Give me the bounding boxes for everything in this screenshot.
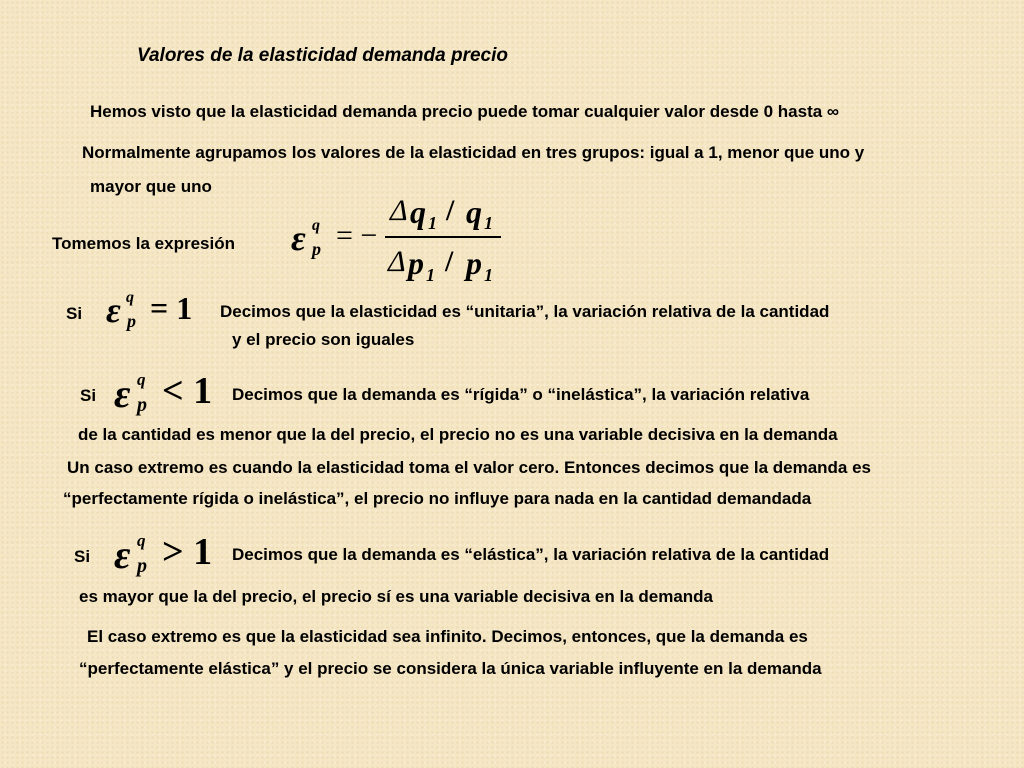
elastica-si: Si <box>74 547 91 566</box>
rigida-relation: < 1 <box>162 370 213 412</box>
numerator-q2-sub: 1 <box>484 213 493 233</box>
numerator-q: q <box>410 194 426 230</box>
denominator-p2: p <box>466 245 482 281</box>
fraction-bar <box>385 236 501 238</box>
formula-equals-minus: = − <box>336 219 378 252</box>
slide-title: Valores de la elasticidad demanda precio <box>137 45 509 66</box>
rigida-text-2: de la cantidad es menor que la del precio, el precio no es una variable decisiva en la demanda <box>78 425 838 444</box>
rigida-text-3: Un caso extremo es cuando la elasticidad toma el valor cero. Entonces decimos que la demanda es <box>67 458 872 477</box>
denominator-p-sub: 1 <box>426 265 435 285</box>
unitaria-sub-p: p <box>127 311 136 331</box>
unitaria-relation: = 1 <box>150 290 193 326</box>
rigida-epsilon: ε <box>114 371 131 416</box>
intro-line-2: Normalmente agrupamos los valores de la elasticidad en tres grupos: igual a 1, menor que uno y <box>82 143 865 162</box>
formula-sub-p: p <box>312 239 321 259</box>
formula-sup-q: q <box>312 217 320 234</box>
expression-label: Tomemos la expresión <box>52 234 235 253</box>
intro-line-1: Hemos visto que la elasticidad demanda precio puede tomar cualquier valor desde 0 hasta ∞ <box>90 102 840 121</box>
elastica-text-2: es mayor que la del precio, el precio sí es una variable decisiva en la demanda <box>79 587 714 606</box>
elastica-sup-q: q <box>137 531 146 550</box>
denominator-delta: Δ <box>388 245 406 278</box>
denominator-p: p <box>408 245 424 281</box>
rigida-si: Si <box>80 386 97 405</box>
rigida-text-4: “perfectamente rígida o inelástica”, el precio no influye para nada en la cantidad demandada <box>63 489 812 508</box>
denominator-p2-sub: 1 <box>484 265 493 285</box>
unitaria-text-1: Decimos que la elasticidad es “unitaria”, la variación relativa de la cantidad <box>220 302 830 321</box>
unitaria-si: Si <box>66 304 83 323</box>
formula-epsilon: ε <box>291 218 306 258</box>
numerator-delta: Δ <box>390 194 408 227</box>
intro-line-3: mayor que uno <box>90 177 212 196</box>
rigida-text-1: Decimos que la demanda es “rígida” o “inelástica”, la variación relativa <box>232 385 810 404</box>
unitaria-text-2: y el precio son iguales <box>232 330 415 349</box>
unitaria-sup-q: q <box>126 289 134 306</box>
rigida-sup-q: q <box>137 370 146 389</box>
elastica-text-3: El caso extremo es que la elasticidad sea infinito. Decimos, entonces, que la demanda es <box>87 627 808 646</box>
denominator-slash: / <box>445 245 454 278</box>
numerator-slash: / <box>446 194 455 227</box>
elastica-text-1: Decimos que la demanda es “elástica”, la variación relativa de la cantidad <box>232 545 830 564</box>
elastica-sub-p: p <box>137 555 147 577</box>
elastica-relation: > 1 <box>162 531 213 573</box>
elastica-text-4: “perfectamente elástica” y el precio se considera la única variable influyente en la demanda <box>79 659 822 678</box>
numerator-q-sub: 1 <box>428 213 437 233</box>
unitaria-epsilon: ε <box>106 290 121 330</box>
rigida-sub-p: p <box>137 394 147 416</box>
elastica-epsilon: ε <box>114 532 131 577</box>
numerator-q2: q <box>466 194 482 230</box>
